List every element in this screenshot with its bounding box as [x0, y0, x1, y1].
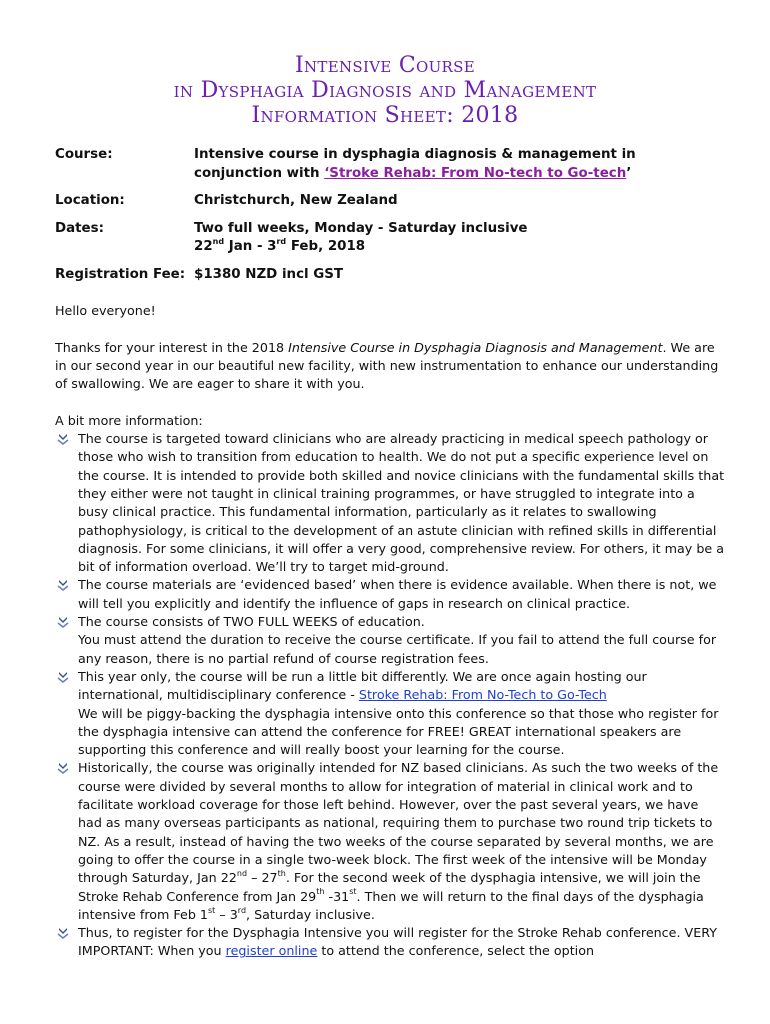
arrow-bullet-icon	[57, 762, 69, 774]
bullet-4-text: This year only, the course will be run a little bit differently. We are once again hosting our international, multidisciplinary conference -	[78, 668, 647, 703]
dates-line-2	[194, 238, 725, 257]
b6-b: to attend the conference, select the option	[317, 943, 595, 959]
course-label: Course:	[55, 147, 113, 162]
b5-sup-1: nd	[236, 868, 248, 878]
greeting: Hello everyone!	[55, 303, 156, 318]
course-suffix: ’	[626, 165, 632, 181]
list-item	[55, 430, 725, 576]
intro-a: Thanks for your interest in the 2018	[55, 339, 289, 355]
dates-sup-1: nd	[212, 236, 225, 246]
b5-sup-3: th	[316, 887, 325, 897]
dates-start-day: 22	[194, 239, 213, 254]
location-field	[55, 192, 725, 211]
course-field	[55, 146, 725, 183]
bullet-5-text	[78, 760, 718, 921]
location-label: Location:	[55, 193, 125, 208]
bullet-2-text: The course materials are ‘evidenced based’ when there is evidence available. When there is not, we will tell you explicitly and identify the influence of gaps in research on clinical practice.	[78, 577, 717, 611]
more-info-heading: A bit more information:	[55, 412, 203, 428]
arrow-bullet-icon	[57, 433, 69, 445]
bullet-4-para-1	[78, 668, 725, 705]
location-value: Christchurch, New Zealand	[194, 193, 398, 208]
fee-field	[55, 266, 725, 285]
page-title	[0, 53, 770, 128]
info-list	[55, 430, 725, 961]
intro-paragraph	[55, 339, 725, 394]
fee-label: Registration Fee:	[55, 266, 186, 282]
b5-c: . For the second week of the dysphagia intensive, we will join the Stroke Rehab Conference from Jan 29	[78, 870, 701, 904]
b5-g: , Saturday inclusive.	[246, 906, 375, 922]
list-item	[55, 924, 725, 961]
dates-value	[194, 220, 725, 257]
b5-sup-4: st	[349, 887, 357, 897]
list-item	[55, 613, 725, 668]
dates-label: Dates:	[55, 220, 104, 236]
stroke-rehab-link[interactable]: ‘Stroke Rehab: From No-tech to Go-tech	[324, 165, 627, 181]
arrow-bullet-icon	[57, 579, 69, 591]
arrow-bullet-icon	[57, 927, 69, 939]
bullet-3-line-2: You must attend the duration to receive the course certificate. If you fail to attend the full course for any reason, there is no partial refund of course registration fees.	[78, 632, 717, 666]
fee-value: $1380 NZD incl GST	[194, 266, 344, 282]
b5-a: Historically, the course was originally intended for NZ based clinicians. As such the two weeks of the course were divided by several months to allow for integration of material in clinical work and to facilitate workload coverage for those left behind. However, over the past several years, we have had as many overseas participants as national, requiring them to purchase two round trip tickets to NZ. As a result, instead of having the two weeks of the course separated by several months, we are going to offer the course in a single two-week block. The first week of the intensive will be Monday through Saturday, Jan 22	[78, 760, 719, 886]
register-online-link[interactable]: register online	[225, 943, 318, 959]
bullet-1-text: The course is targeted toward clinicians who are already practicing in medical speech pathology or those who wish to transition from education to health. We do not put a specific experience level on the course. It is intended to provide both skilled and novice clinicians with the fundamental skills that they either were not taught in clinical training programmes, or have struggled to integrate into a busy clinical practice. This fundamental information, particularly as it relates to swallowing pathophysiology, is critical to the development of an astute clinician with refined skills in differential diagnosis. For some clinicians, it will offer a very good, comprehensive review. For others, it may be a bit of information overload. We’ll try to target mid-ground.	[78, 431, 725, 575]
b5-d: -31	[324, 888, 350, 904]
arrow-bullet-icon	[57, 616, 69, 628]
dates-end: Feb, 2018	[286, 239, 366, 254]
dates-line-1: Two full weeks, Monday - Saturday inclusive	[194, 220, 528, 236]
b5-e: . Then we will return to the final days of the dysphagia intensive from Feb 1	[78, 888, 704, 922]
list-item	[55, 576, 725, 613]
course-value	[194, 146, 725, 183]
bullet-6-text	[78, 925, 717, 958]
b5-sup-5: st	[208, 905, 216, 915]
b5-sup-2: th	[277, 868, 286, 878]
b6-a: Thus, to register for the Dysphagia Intensive you will register for the Stroke Rehab conference. VERY IMPORTANT: When you	[78, 925, 717, 959]
body-text	[55, 302, 725, 961]
bullet-3-line-1: The course consists of TWO FULL WEEKS of education.	[78, 614, 425, 630]
dates-sup-2: rd	[276, 236, 287, 246]
title-line-1: Intensive Course	[295, 53, 475, 78]
b5-sup-6: rd	[237, 905, 247, 915]
course-text: Intensive course in dysphagia diagnosis & management in conjunction with	[194, 147, 636, 181]
dates-field	[55, 220, 725, 257]
intro-course-name: Intensive Course in Dysphagia Diagnosis and Management	[288, 339, 663, 355]
b5-b: – 27	[247, 870, 278, 886]
arrow-bullet-icon	[57, 671, 69, 683]
dates-mid: Jan - 3	[224, 239, 277, 254]
title-line-2: in Dysphagia Diagnosis and Management	[173, 78, 597, 103]
intro-b: . We are in our second year in our beautiful new facility, with new instrumentation to enhance our understanding of swallowing. We are eager to share it with you.	[55, 339, 719, 392]
list-item	[55, 668, 725, 759]
list-item	[55, 759, 725, 924]
title-line-3: Information Sheet: 2018	[251, 103, 519, 128]
conference-link[interactable]: Stroke Rehab: From No-Tech to Go-Tech	[358, 687, 607, 703]
b5-f: – 3	[215, 906, 238, 922]
course-details	[55, 146, 725, 293]
bullet-4-para-2: We will be piggy-backing the dysphagia intensive onto this conference so that those who register for the dysphagia intensive can attend the conference for FREE! GREAT international speakers are supporting this conference and will really boost your learning for the course.	[78, 705, 719, 758]
